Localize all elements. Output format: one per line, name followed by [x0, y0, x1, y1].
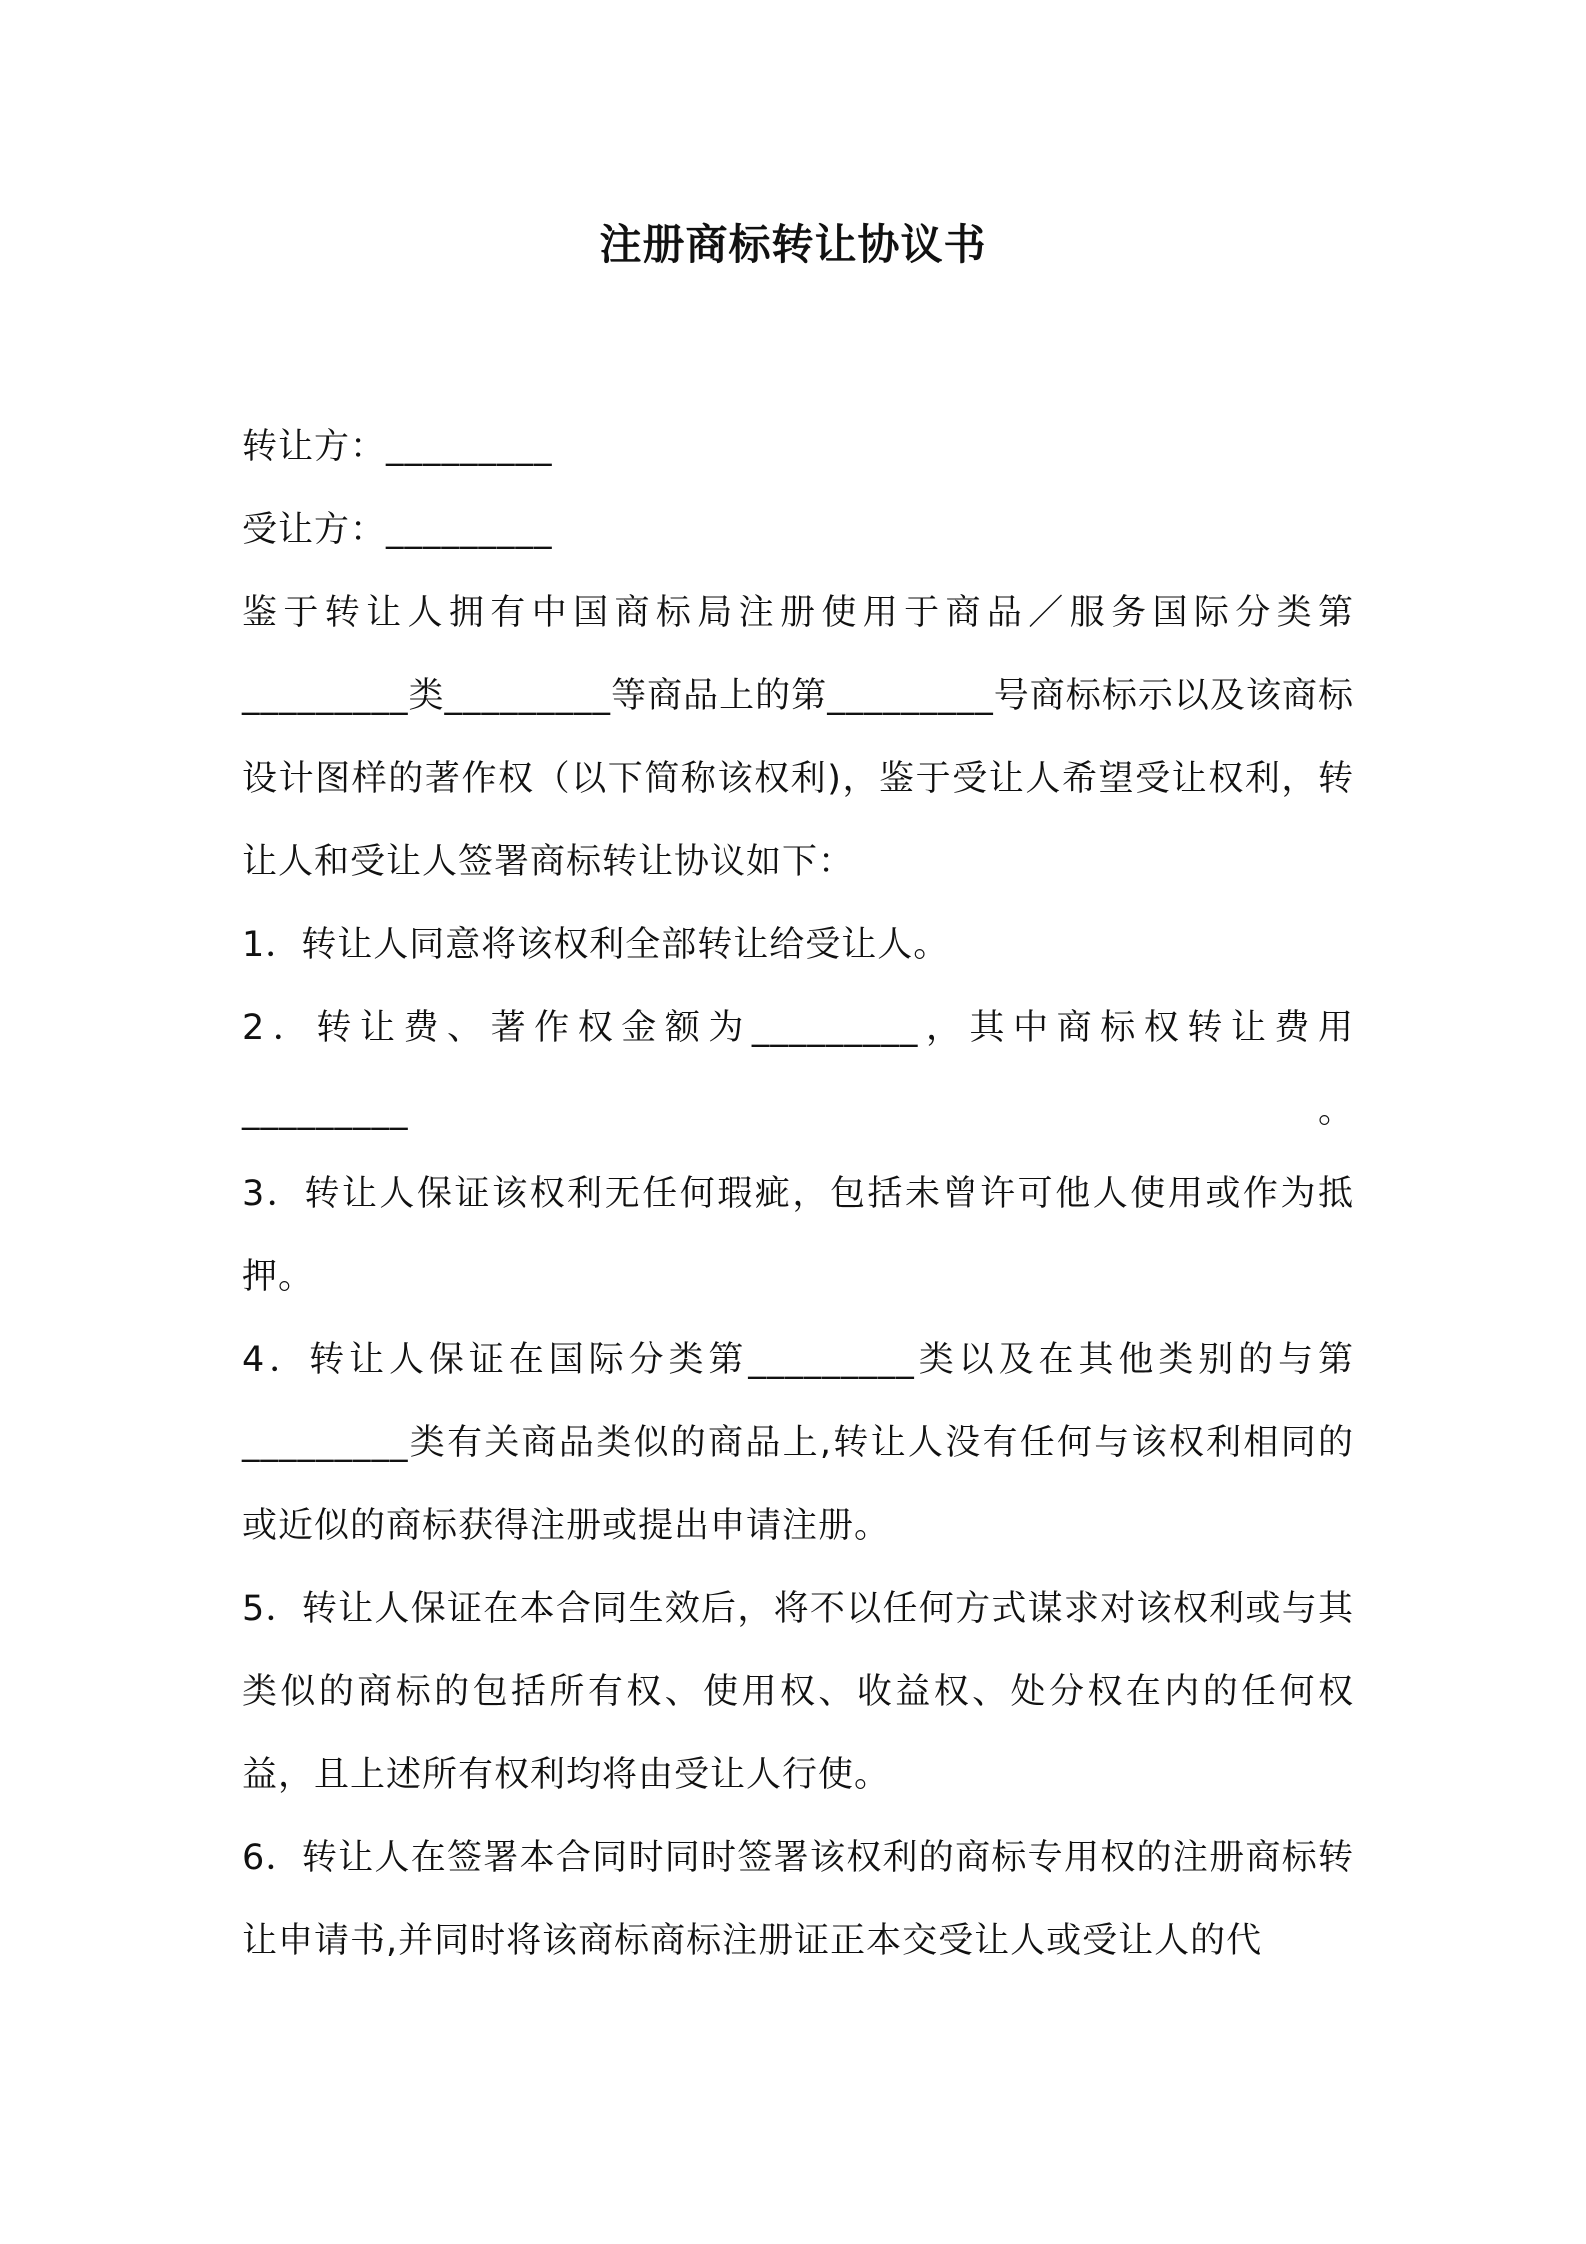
- clause-1: 1．转让人同意将该权利全部转让给受让人。: [242, 925, 950, 965]
- preamble-paragraph: 鉴于转让人拥有中国商标局注册使用于商品／服务国际分类第_________类_________等商品上的第_________号商标标示以及该商标设计图样的著作权（以下简称该权利)，鉴于受让人希望受让权利，转让人和受让人签署商标转让协议如下：: [242, 593, 1354, 882]
- document-title: 注册商标转让协议书: [599, 220, 987, 269]
- document-body: [242, 406, 1354, 1983]
- clause-5: 5．转让人保证在本合同生效后，将不以任何方式谋求对该权利或与其类似的商标的包括所有权、使用权、收益权、处分权在内的任何权益，且上述所有权利均将由受让人行使。: [242, 1589, 1354, 1795]
- transferee-line: 受让方：_________: [242, 510, 553, 550]
- clause-6: 6．转让人在签署本合同时同时签署该权利的商标专用权的注册商标转让申请书,并同时将该商标商标注册证正本交受让人或受让人的代: [242, 1838, 1354, 1961]
- transferor-line: 转让方：_________: [242, 427, 553, 467]
- clause-2: 2．转让费、著作权金额为_________，其中商标权转让费用_________。: [242, 1008, 1354, 1131]
- clause-4: 4．转让人保证在国际分类第_________类以及在其他类别的与第_________类有关商品类似的商品上,转让人没有任何与该权利相同的或近似的商标获得注册或提出申请注册。: [242, 1340, 1354, 1546]
- clause-3: 3．转让人保证该权利无任何瑕疵，包括未曾许可他人使用或作为抵押。: [242, 1174, 1354, 1297]
